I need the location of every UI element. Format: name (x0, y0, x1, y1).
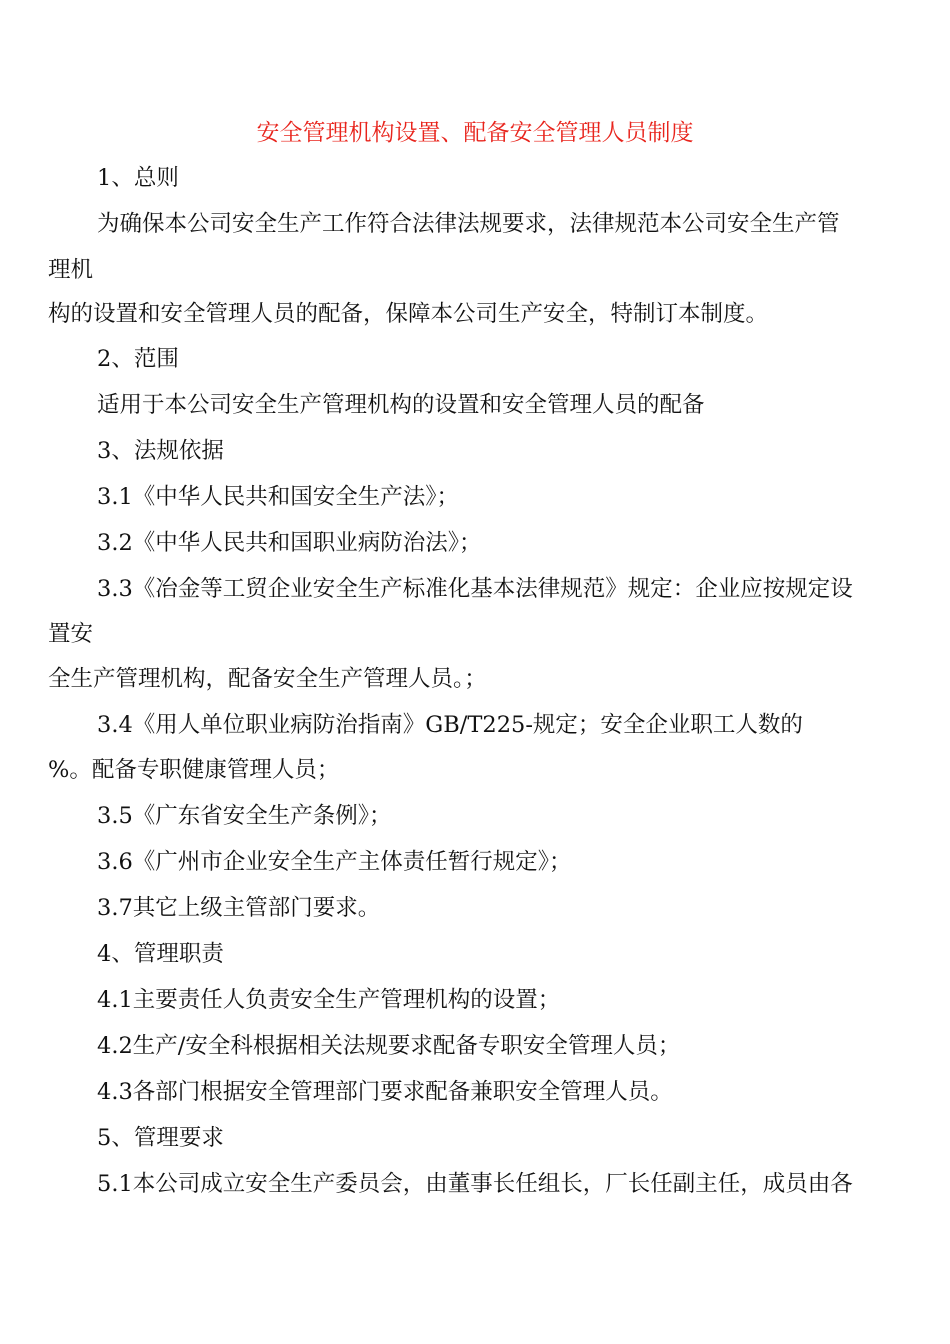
list-item: 3.5《广东省安全生产条例》； (97, 803, 392, 829)
list-item: 5.1本公司成立安全生产委员会，由董事长任组长，厂长任副主任，成员由各 (97, 1171, 853, 1197)
paragraph-line: 为确保本公司安全生产工作符合法律法规要求，法律规范本公司安全生产管 (97, 211, 840, 237)
list-item: 3.7其它上级主管部门要求。 (97, 895, 381, 921)
paragraph-line: 构的设置和安全管理人员的配备，保障本公司生产安全，特制订本制度。 (48, 301, 769, 327)
list-item-continued: %。配备专职健康管理人员； (48, 757, 340, 783)
section-heading-scope: 2、范围 (97, 346, 179, 372)
list-item: 3.1《中华人民共和国安全生产法》； (97, 484, 460, 510)
list-item-continued: 置安 (48, 621, 94, 647)
list-item-continued: 全生产管理机构，配备安全生产管理人员。； (48, 666, 487, 692)
list-item: 3.6《广州市企业安全生产主体责任暂行规定》； (97, 849, 572, 875)
list-item: 3.2《中华人民共和国职业病防治法》； (97, 530, 482, 556)
document-title: 安全管理机构设置、配备安全管理人员制度 (256, 120, 694, 146)
section-heading-regulations: 3、法规依据 (97, 438, 224, 464)
paragraph-line: 适用于本公司安全生产管理机构的设置和安全管理人员的配备 (97, 392, 705, 418)
paragraph-line: 理机 (48, 257, 94, 283)
list-item: 3.3《冶金等工贸企业安全生产标准化基本法律规范》规定：企业应按规定设 (97, 576, 853, 602)
section-heading-general: 1、总则 (97, 165, 179, 191)
section-heading-responsibilities: 4、管理职责 (97, 941, 224, 967)
list-item: 4.3各部门根据安全管理部门要求配备兼职安全管理人员。 (97, 1079, 673, 1105)
list-item: 3.4《用人单位职业病防治指南》GB/T225-规定；安全企业职工人数的 (97, 712, 803, 738)
list-item: 4.2生产/安全科根据相关法规要求配备专职安全管理人员； (97, 1033, 681, 1059)
section-heading-requirements: 5、管理要求 (97, 1125, 224, 1151)
list-item: 4.1主要责任人负责安全生产管理机构的设置； (97, 987, 561, 1013)
